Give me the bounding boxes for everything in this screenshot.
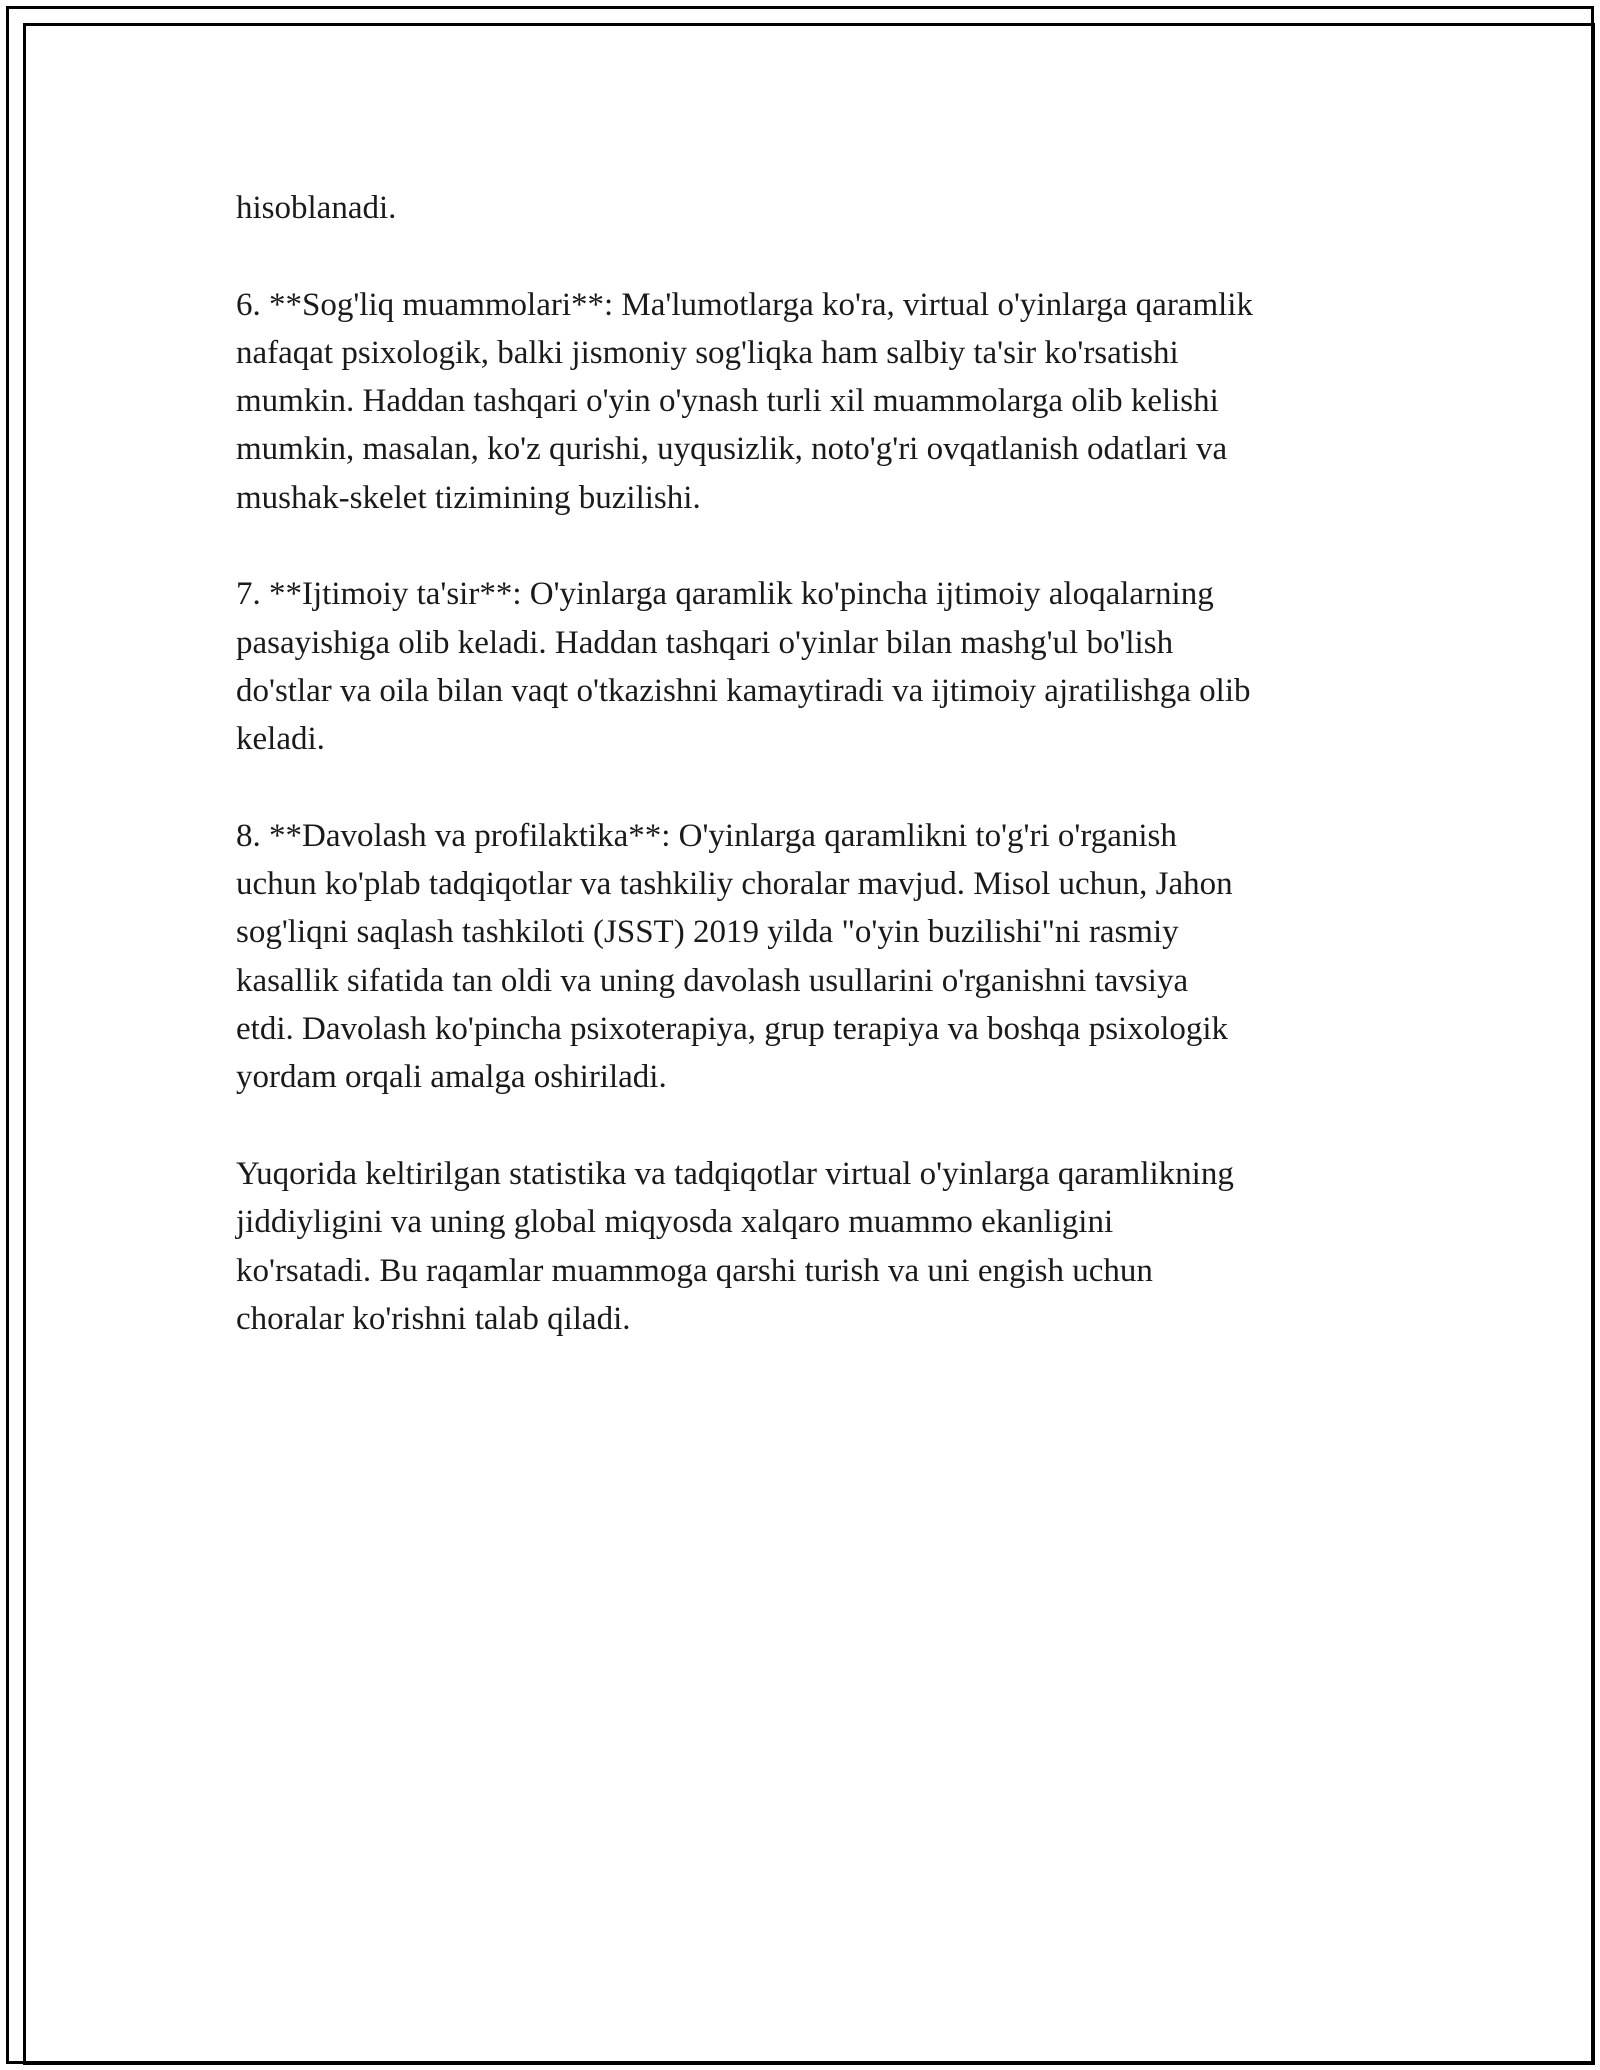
paragraph-health-problems: 6. **Sog'liq muammolari**: Ma'lumotlarga ko'ra, virtual o'yinlarga qaramlik nafaqat psixologik, balki jismoniy sog'liqka ham salbiy ta'sir ko'rsatishi mumkin. Haddan tashqari o'yin o'ynash turli xil muammolarga olib kelishi mumkin, masalan, ko'z qurishi, uyqusizlik, noto'g'ri ovqatlanish odatlari va mushak-skelet tizimining buzilishi.: [236, 286, 1253, 516]
paragraph-continuation: hisoblanadi.: [236, 190, 397, 226]
paragraph-social-impact: 7. **Ijtimoiy ta'sir**: O'yinlarga qaramlik ko'pincha ijtimoiy aloqalarning pasayishiga olib keladi. Haddan tashqari o'yinlar bilan mashg'ul bo'lish do'stlar va oila bilan vaqt o'tkazishni kamaytiradi va ijtimoiy ajratilishga olib keladi.: [236, 576, 1251, 758]
document-body: [236, 184, 1396, 1343]
paragraph-treatment-prevention: 8. **Davolash va profilaktika**: O'yinlarga qaramlikni to'g'ri o'rganish uchun ko'plab tadqiqotlar va tashkiliy choralar mavjud. Misol uchun, Jahon sog'liqni saqlash tashkiloti (JSST) 2019 yilda "o'yin buzilishi"ni rasmiy kasallik sifatida tan oldi va uning davolash usullarini o'rganishni tavsiya etdi. Davolash ko'pincha psixoterapiya, grup terapiya va boshqa psixologik yordam orqali amalga oshiriladi.: [236, 817, 1233, 1096]
paragraph-conclusion: Yuqorida keltirilgan statistika va tadqiqotlar virtual o'yinlarga qaramlikning jiddiyligini va uning global miqyosda xalqaro muammo ekanligini ko'rsatadi. Bu raqamlar muammoga qarshi turish va uni engish uchun choralar ko'rishni talab qiladi.: [236, 1155, 1234, 1337]
